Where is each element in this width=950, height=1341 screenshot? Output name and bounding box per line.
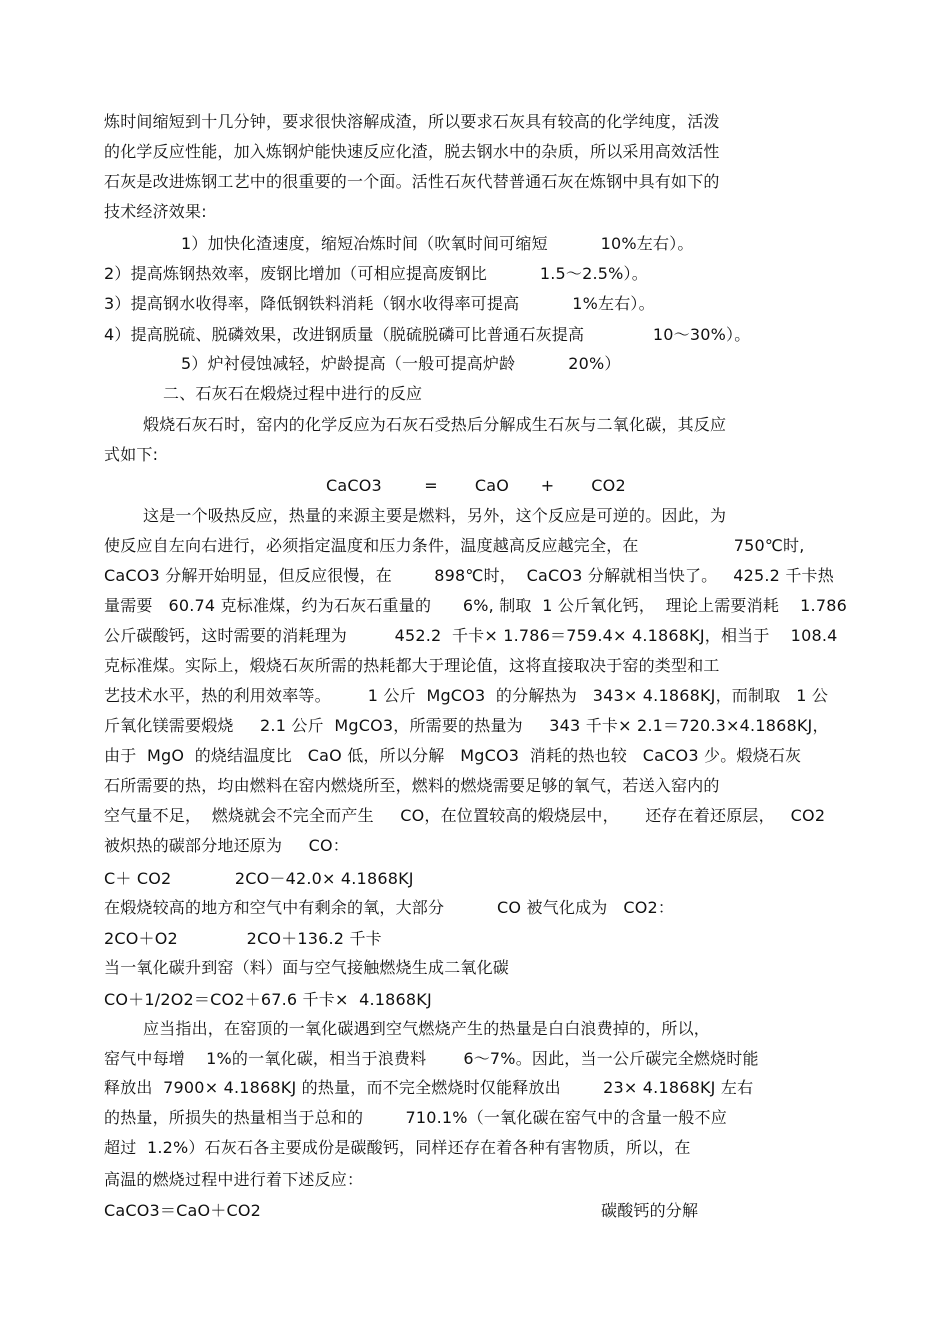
text-line: 被炽热的碳部分地还原为 CO： <box>104 836 349 855</box>
text-line: 炼时间缩短到十几分钟，要求很快溶解成渣，所以要求石灰具有较高的化学纯度，活泼 <box>104 112 720 131</box>
text-line: 的热量，所损失的热量相当于总和的 710.1%（一氧化碳在窑气中的含量一般不应 <box>104 1108 727 1127</box>
equation: CO＋1/2O2＝CO2＋67.6 千卡× 4.1868KJ <box>104 990 432 1009</box>
section-heading: 二、石灰石在煅烧过程中进行的反应 <box>163 384 423 403</box>
text-line: 技术经济效果: <box>104 202 207 221</box>
text-line: 应当指出，在窑顶的一氧化碳遇到空气燃烧产生的热量是白白浪费掉的，所以， <box>143 1019 711 1038</box>
text-line: 高温的燃烧过程中进行着下述反应： <box>104 1170 364 1189</box>
text-line: 这是一个吸热反应，热量的来源主要是燃料，另外，这个反应是可逆的。因此，为 <box>143 506 727 525</box>
text-line: 石所需要的热，均由燃料在窑内燃烧所至，燃料的燃烧需要足够的氧气，若送入窑内的 <box>104 776 720 795</box>
text-line: 空气量不足， 燃烧就会不完全而产生 CO，在位置较高的煅烧层中， 还存在着还原层， CO2 <box>104 806 826 825</box>
text-line: 窑气中每增 1%的一氧化碳，相当于浪费料 6～7%。因此，当一公斤碳完全燃烧时能 <box>104 1049 759 1068</box>
list-item: 5）炉衬侵蚀减轻，炉龄提高（一般可提高炉龄 20%） <box>181 354 621 373</box>
text-line: 艺技术水平，热的利用效率等。 1 公斤 MgCO3 的分解热为 343× 4.1868KJ，而制取 1 公 <box>104 686 829 705</box>
list-item: 1）加快化渣速度，缩短冶炼时间（吹氧时间可缩短 10%左右）。 <box>181 234 694 253</box>
text-line: 量需要 60.74 克标准煤，约为石灰石重量的 6%, 制取 1 公斤氧化钙， 理论上需要消耗 1.786 <box>104 596 847 615</box>
text-line: 斤氧化镁需要煅烧 2.1 公斤 MgCO3，所需要的热量为 343 千卡× 2.1＝720.3×4.1868KJ， <box>104 716 829 735</box>
list-item: 4）提高脱硫、脱磷效果，改进钢质量（脱硫脱磷可比普通石灰提高 10～30%）。 <box>104 325 751 344</box>
list-item: 3）提高钢水收得率，降低钢铁料消耗（钢水收得率可提高 1%左右）。 <box>104 294 655 313</box>
text-line: 当一氧化碳升到窑（料）面与空气接触燃烧生成二氧化碳 <box>104 958 510 977</box>
text-line: 使反应自左向右进行，必须指定温度和压力条件，温度越高反应越完全，在 750℃时, <box>104 536 805 555</box>
text-line: 由于 MgO 的烧结温度比 CaO 低，所以分解 MgCO3 消耗的热也较 CaCO3 少。煅烧石灰 <box>104 746 802 765</box>
equation: CaCO3 = CaO + CO2 <box>326 476 626 495</box>
equation: C＋ CO2 2CO－42.0× 4.1868KJ <box>104 869 414 888</box>
text-line: CaCO3 分解开始明显，但反应很慢，在 898℃时， CaCO3 分解就相当快了。 425.2 千卡热 <box>104 566 834 585</box>
text-line: 克标准煤。实际上，煅烧石灰所需的热耗都大于理论值，这将直接取决于窑的类型和工 <box>104 656 720 675</box>
text-line: 释放出 7900× 4.1868KJ 的热量，而不完全燃烧时仅能释放出 23× 4.1868KJ 左右 <box>104 1078 754 1097</box>
equation-label: 碳酸钙的分解 <box>601 1201 699 1220</box>
text-line: 超过 1.2%）石灰石各主要成份是碳酸钙，同样还存在着各种有害物质，所以，在 <box>104 1138 691 1157</box>
list-item: 2）提高炼钢热效率，废钢比增加（可相应提高废钢比 1.5～2.5%）。 <box>104 264 648 283</box>
text-line: 式如下: <box>104 445 159 464</box>
equation: 2CO＋O2 2CO＋136.2 千卡 <box>104 929 382 948</box>
text-line: 煅烧石灰石时，窑内的化学反应为石灰石受热后分解成生石灰与二氧化碳，其反应 <box>143 415 727 434</box>
text-line: 的化学反应性能，加入炼钢炉能快速反应化渣，脱去钢水中的杂质，所以采用高效活性 <box>104 142 720 161</box>
text-line: 石灰是改进炼钢工艺中的很重要的一个面。活性石灰代替普通石灰在炼钢中具有如下的 <box>104 172 720 191</box>
text-line: 在煅烧较高的地方和空气中有剩余的氧，大部分 CO 被气化成为 CO2： <box>104 898 675 917</box>
equation: CaCO3＝CaO＋CO2 <box>104 1201 262 1220</box>
text-line: 公斤碳酸钙，这时需要的消耗理为 452.2 千卡× 1.786＝759.4× 4.1868KJ，相当于 108.4 <box>104 626 838 645</box>
